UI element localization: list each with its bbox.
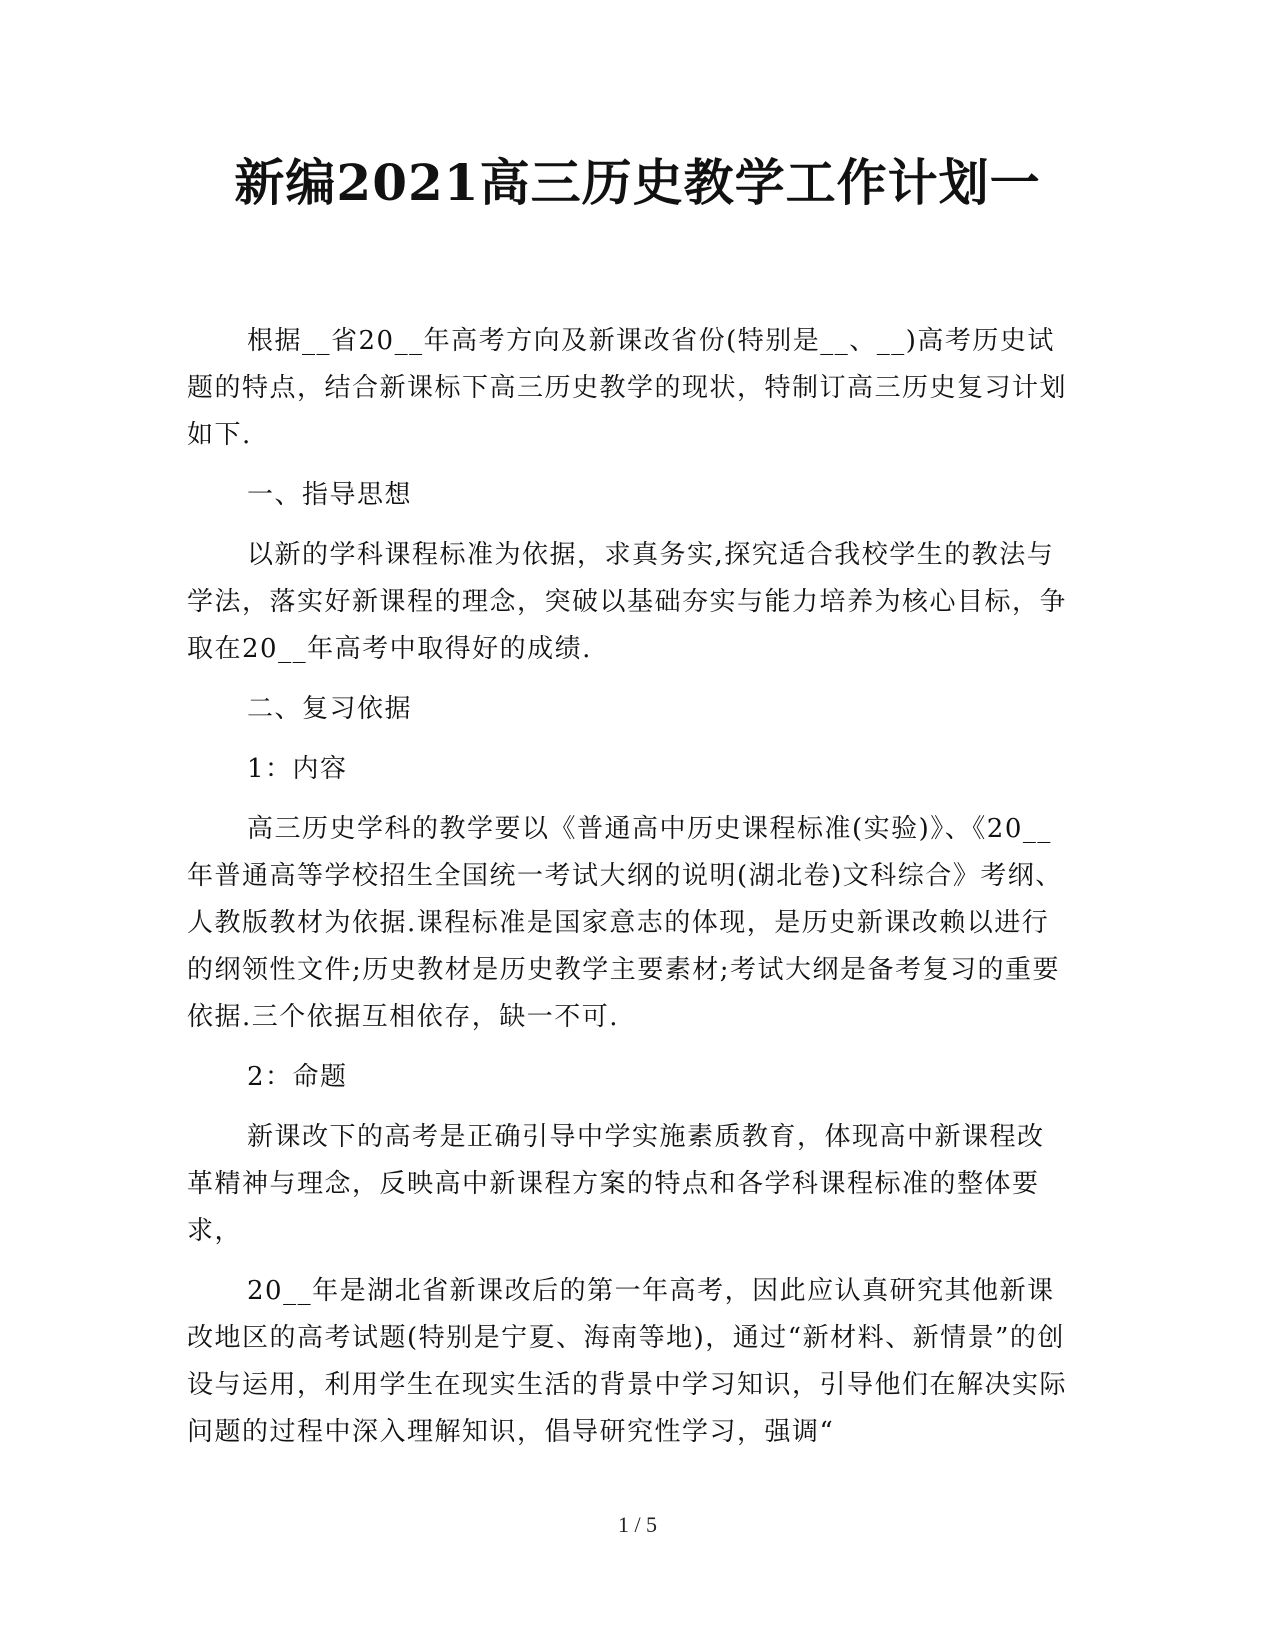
section-heading-review-basis: 二、复习依据 xyxy=(247,694,413,724)
paragraph-intro: 根据__省20__年高考方向及新课改省份(特别是__、__)高考历史试题的特点，结合新课标下高三历史教学的现状，特制订高三历史复习计划如下. xyxy=(187,326,1068,450)
paragraph-new-curriculum: 20__年是湖北省新课改后的第一年高考，因此应认真研究其他新课改地区的高考试题(特别是宁夏、海南等地)，通过“新材料、新情景”的创设与运用，利用学生在现实生活的背景中学习知识，引导他们在解决实际问题的过程中深入理解知识，倡导研究性学习，强调“ xyxy=(187,1276,1068,1447)
paragraph-proposition: 新课改下的高考是正确引导中学实施素质教育，体现高中新课程改革精神与理念，反映高中新课程方案的特点和各学科课程标准的整体要求， xyxy=(187,1122,1045,1246)
subheading-proposition: 2：命题 xyxy=(247,1062,348,1092)
page-number: 1 / 5 xyxy=(617,1512,658,1537)
document-title: 新编2021高三历史教学工作计划一 xyxy=(234,153,1041,212)
document-body xyxy=(187,318,1067,1469)
section-heading-guiding-thought: 一、指导思想 xyxy=(247,480,413,510)
paragraph-content: 高三历史学科的教学要以《普通高中历史课程标准(实验)》、《20__年普通高等学校招生全国统一考试大纲的说明(湖北卷)文科综合》考纲、人教版教材为依据.课程标准是国家意志的体现，是历史新课改赖以进行的纲领性文件;历史教材是历史教学主要素材;考试大纲是备考复习的重要依据.三个依据互相依存，缺一不可. xyxy=(187,814,1063,1032)
subheading-content: 1：内容 xyxy=(247,754,348,784)
paragraph-guiding-thought: 以新的学科课程标准为依据，求真务实,探究适合我校学生的教法与学法，落实好新课程的理念，突破以基础夯实与能力培养为核心目标，争取在20__年高考中取得好的成绩. xyxy=(187,540,1068,664)
